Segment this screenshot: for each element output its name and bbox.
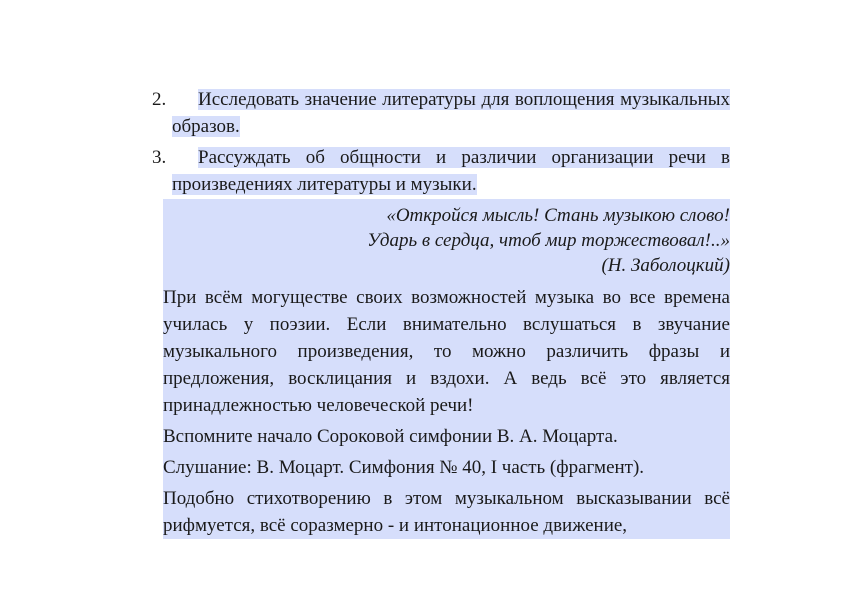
epigraph-line-1: «Откройся мысль! Стань музыкою слово! xyxy=(386,205,730,226)
list-number: 2. xyxy=(152,89,167,110)
paragraph-recall: Вспомните начало Сороковой симфонии В. А. Моцарта. xyxy=(163,426,618,447)
paragraph-listening: Слушание: В. Моцарт. Симфония № 40, I часть (фрагмент). xyxy=(163,457,645,478)
list-item-text: Исследовать значение литературы для воплощения музыкальных образов. xyxy=(172,89,730,137)
objectives-list xyxy=(152,86,730,198)
paragraph-poetry: При всём могуществе своих возможностей музыка во все времена училась у поэзии. Если внимательно вслушаться в звучание музыкального произведения, то можно различить фразы и предложения, восклицания и вздохи. А ведь всё это является принадлежностью человеческой речи! xyxy=(163,287,730,416)
main-text-block xyxy=(163,199,730,539)
epigraph-author: (Н. Заболоцкий) xyxy=(601,255,730,276)
epigraph-line-2: Ударь в сердца, чтоб мир торжествовал!..» xyxy=(367,230,730,251)
list-item xyxy=(152,86,730,140)
paragraph-rhyme: Подобно стихотворению в этом музыкальном высказывании всё рифмуется, всё соразмерно - и интонационное движение, xyxy=(163,488,730,536)
list-number: 3. xyxy=(152,147,167,168)
list-item xyxy=(152,144,730,198)
epigraph xyxy=(163,199,730,278)
list-item-text: Рассуждать об общности и различии организации речи в произведениях литературы и музыки. xyxy=(172,147,730,195)
